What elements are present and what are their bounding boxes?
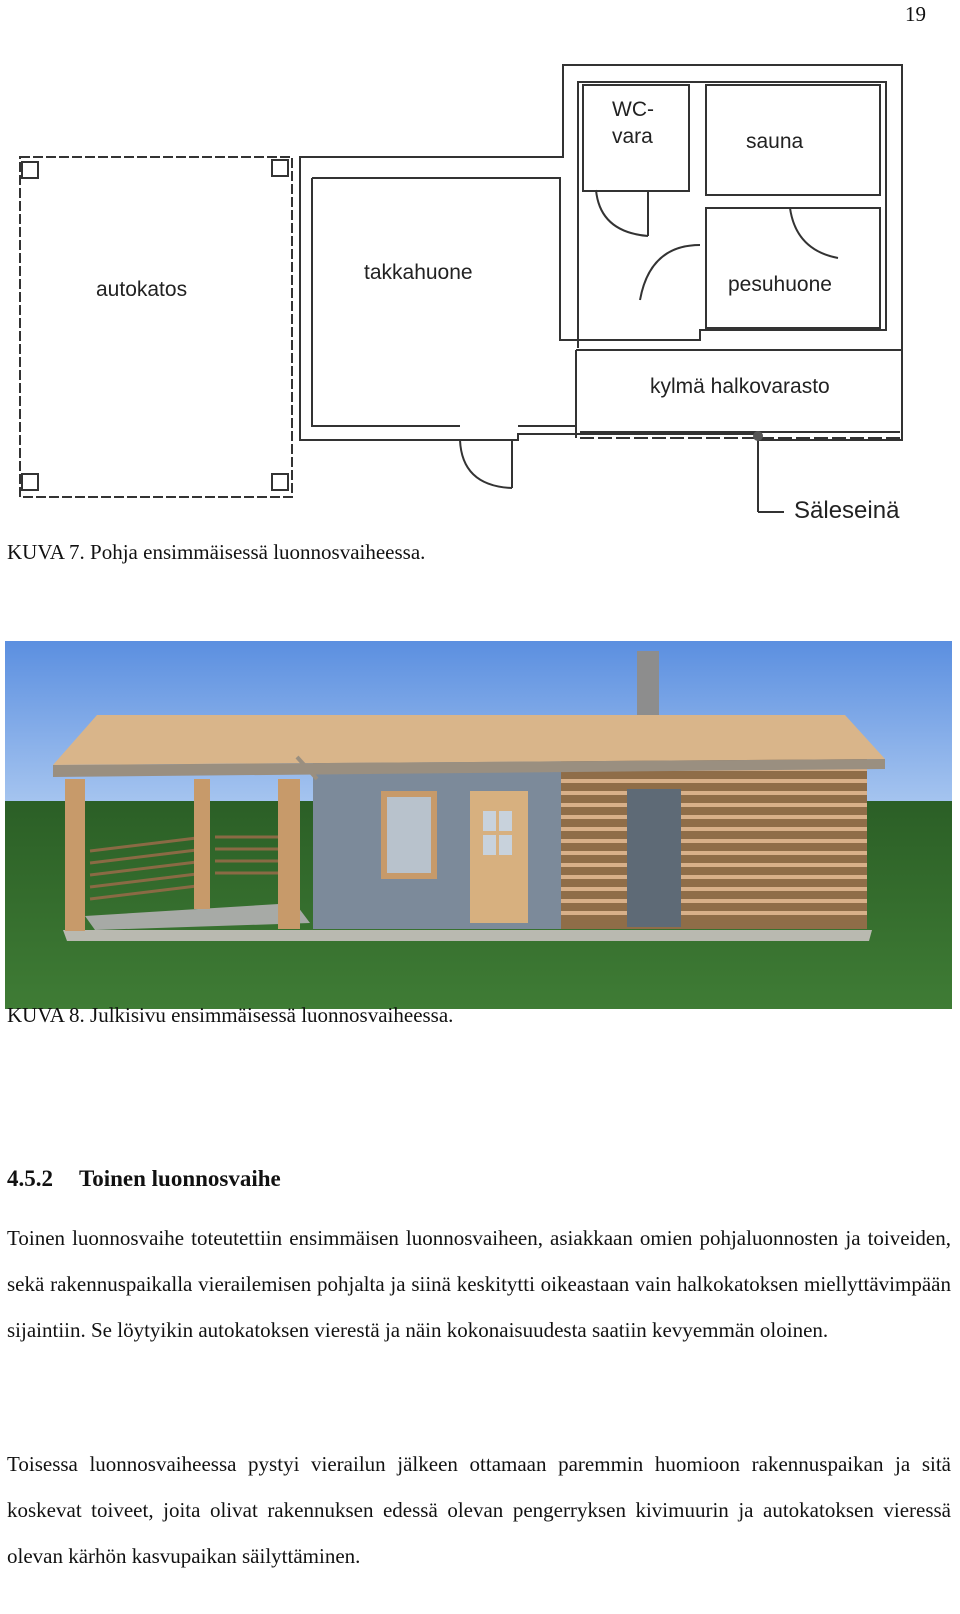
roof (53, 715, 885, 765)
figure7-caption: KUVA 7. Pohja ensimmäisessä luonnosvaiheessa. (7, 540, 426, 564)
label-takkahuone: takkahuone (364, 261, 473, 284)
chimney (637, 651, 659, 715)
section-heading (7, 1166, 281, 1192)
label-wc-2: vara (612, 125, 653, 148)
page-number: 19 (905, 2, 926, 26)
elevation-render (5, 641, 952, 1009)
label-wc-1: WC- (612, 98, 654, 121)
figure8-caption: KUVA 8. Julkisivu ensimmäisessä luonnosvaiheessa. (7, 1003, 454, 1027)
floor-plan-drawing (0, 40, 960, 540)
label-sauna: sauna (746, 130, 804, 153)
label-saleseina: Säleseinä (794, 497, 900, 524)
house-wall (313, 759, 571, 929)
carport-outline (20, 157, 292, 497)
paragraph-1: Toinen luonnosvaihe toteutettiin ensimmäisen luonnosvaiheen, asiakkaan omien pohjaluonnosten ja toiveiden, sekä rakennuspaikalla vierailemisen pohjalta ja siinä keskitytti oikeastaan vain halkokatoksen miellyttävimpään sijaintiin. Se löytyikin autokatoksen vierestä ja näin kokonaisuudesta saatiin kevyemmän oloinen. (7, 1226, 951, 1342)
label-autokatos: autokatos (96, 278, 188, 301)
section-title: Toinen luonnosvaihe (79, 1166, 281, 1191)
floor-plan-figure (0, 40, 960, 540)
section-number: 4.5.2 (7, 1166, 53, 1191)
label-pesuhuone: pesuhuone (728, 273, 832, 296)
elevation-image (5, 641, 952, 1009)
door (470, 791, 528, 923)
paragraph-2: Toisessa luonnosvaiheessa pystyi vierailun jälkeen ottamaan paremmin huomioon rakennuspaikan ja sitä koskevat toiveet, joita olivat rakennuksen edessä olevan pengerryksen kivimuurin ja autokatoksen vieressä olevan kärhön kasvupaikan säilyttäminen. (7, 1452, 951, 1568)
label-halkovarasto: kylmä halkovarasto (650, 375, 830, 398)
